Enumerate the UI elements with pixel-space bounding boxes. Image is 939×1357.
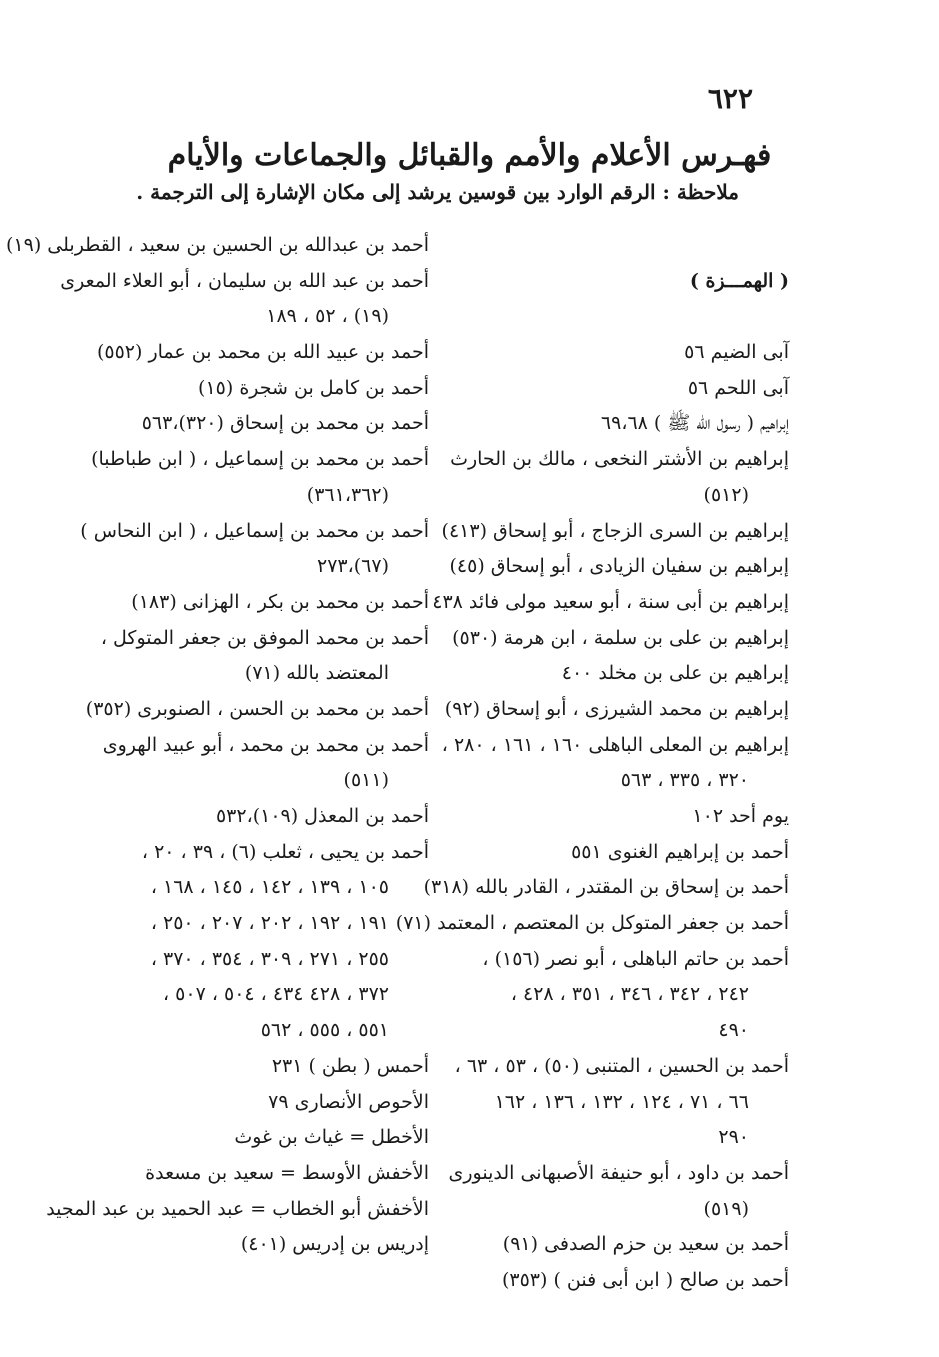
index-title: فهـرس الأعلام والأمم والقبائل والجماعات والأيام: [167, 138, 772, 173]
index-entry: أحمد بن يحيى ، ثعلب (٦) ، ٣٩ ، ٢٠ ،: [141, 840, 429, 863]
index-entry: الأخفش الأوسط = سعيد بن مسعدة: [145, 1161, 429, 1184]
index-entry: آبى اللحم ٥٦: [687, 376, 789, 399]
index-entry: إبراهيم بن الأشتر النخعى ، مالك بن الحارث: [450, 448, 789, 471]
index-entry: (٦٧)،٢٧٣: [316, 555, 389, 578]
index-entry: (٥١٩): [703, 1197, 749, 1220]
index-entry: أحمد بن عبدالله بن الحسين بن سعيد ، القطربلى (١٩): [5, 234, 429, 256]
index-entry: ١٩١ ، ١٩٢ ، ٢٠٢ ، ٢٠٧ ، ٢٥٠ ،: [150, 912, 389, 935]
index-entry: إبراهيم بن على بن سلمة ، ابن هرمة (٥٣٠): [452, 626, 789, 649]
index-entry: إدريس بن إدريس (٤٠١): [240, 1233, 429, 1256]
index-entry: يوم أحد ١٠٢: [692, 805, 789, 827]
index-entry: أحمد بن كامل بن شجرة (١٥): [198, 376, 429, 399]
index-entry: الأحوص الأنصارى ٧٩: [268, 1090, 429, 1113]
index-entry: إبراهيم بن محمد الشيرزى ، أبو إسحاق (٩٢): [444, 697, 789, 720]
index-entry: (١٩) ، ٥٢ ، ١٨٩: [266, 305, 389, 328]
index-entry: أحمد بن حاتم الباهلى ، أبو نصر (١٥٦) ،: [482, 947, 789, 970]
index-entry: أحمد بن محمد بن إسحاق (٣٢٠)،٥٦٣: [141, 412, 429, 435]
index-entry: أحمد بن محمد الموفق بن جعفر المتوكل ،: [100, 626, 429, 649]
index-entry: أحمد بن عبيد الله بن محمد بن عمار (٥٥٢): [96, 341, 429, 364]
index-entry: إبراهيم بن المعلى الباهلى ١٦٠ ، ١٦١ ، ٢٨٠ ،: [441, 733, 789, 756]
index-entry: أحمد بن صالح ( ابن أبى فنن ) (٣٥٣): [501, 1268, 789, 1291]
index-entry: إبراهيم بن السرى الزجاج ، أبو إسحاق (٤١٣): [441, 519, 789, 542]
index-entry: ٦٦ ، ٧١ ، ١٢٤ ، ١٣٢ ، ١٣٦ ، ١٦٢: [494, 1090, 749, 1113]
index-entry: أحمد بن إسحاق بن المقتدر ، القادر بالله (٣١٨): [423, 876, 789, 899]
index-entry: (٥١١): [343, 769, 389, 792]
index-entry: ٢٥٥ ، ٢٧١ ، ٣٠٩ ، ٣٥٤ ، ٣٧٠ ،: [150, 947, 389, 970]
index-entry: أحمد بن جعفر المتوكل بن المعتصم ، المعتمد (٧١): [395, 912, 789, 935]
index-entry: إبراهيم بن سفيان الزيادى ، أبو إسحاق (٤٥): [449, 555, 789, 578]
index-entry: أحمد بن إبراهيم الغنوى ٥٥١: [571, 840, 789, 863]
index-entry: ٤٩٠: [718, 1019, 749, 1042]
index-entry: أحمد بن محمد بن محمد ، أبو عبيد الهروى: [102, 733, 429, 756]
index-entry: أحمد بن محمد بن الحسن ، الصنوبرى (٣٥٢): [85, 697, 429, 720]
index-entry: أحمد بن محمد بن بكر ، الهزانى (١٨٣): [131, 590, 429, 613]
index-entry: إبراهيم ( رسول الله ﷺ ) ٦٩،٦٨: [600, 412, 789, 435]
index-entry: المعتضد بالله (٧١): [244, 662, 389, 685]
index-entry: أحمد بن داود ، أبو حنيفة الأصبهانى الدينورى: [448, 1161, 789, 1184]
index-entry: ٢٩٠: [718, 1126, 749, 1149]
index-entry: آبى الضيم ٥٦: [684, 341, 789, 364]
index-entry: أحمد بن محمد بن إسماعيل ، ( ابن النحاس ): [80, 519, 429, 542]
section-heading: ( الهمـــزة ): [689, 269, 789, 292]
index-entry: (٣٦١،٣٦٢): [306, 483, 389, 506]
index-note: ملاحظة : الرقم الوارد بين قوسين يرشد إلى مكان الإشارة إلى الترجمة .: [136, 180, 739, 204]
index-entry: أحمد بن سعيد بن حزم الصدفى (٩١): [502, 1233, 789, 1256]
index-column-left: [5, 228, 429, 1263]
index-entry: ٢٤٢ ، ٣٤٢ ، ٣٤٦ ، ٣٥١ ، ٤٢٨ ،: [510, 983, 749, 1006]
index-entry: إبراهيم بن أبى سنة ، أبو سعيد مولى فائد ٤٣٨: [432, 590, 789, 613]
index-entry: أحمد بن المعذل (١٠٩)،٥٣٢: [215, 805, 429, 827]
index-entry: أحمس ( بطن ) ٢٣١: [271, 1054, 429, 1077]
index-entry: ٣٢٠ ، ٣٣٥ ، ٥٦٣: [620, 769, 749, 792]
spacer: [449, 228, 789, 264]
index-entry: إبراهيم بن على بن مخلد ٤٠٠: [561, 662, 789, 685]
index-entry: ١٠٥ ، ١٣٩ ، ١٤٢ ، ١٤٥ ، ١٦٨ ،: [150, 876, 389, 899]
index-entry: ٣٧٢ ، ٤٢٨ ٤٣٤ ، ٥٠٤ ، ٥٠٧ ،: [163, 983, 389, 1006]
index-entry: ٥٥١ ، ٥٥٥ ، ٥٦٢: [260, 1019, 389, 1042]
index-entry: أحمد بن محمد بن إسماعيل ، ( ابن طباطبا): [91, 448, 429, 471]
spacer: [449, 299, 789, 335]
index-entry: الأخفش أبو الخطاب = عبد الحميد بن عبد المجيد: [46, 1197, 429, 1220]
index-entry: أحمد بن الحسين ، المتنبى (٥٠) ، ٥٣ ، ٦٣ ،: [454, 1054, 789, 1077]
page-number: ٦٢٢: [707, 82, 753, 115]
index-entry: (٥١٢): [703, 483, 749, 506]
index-entry: أحمد بن عبد الله بن سليمان ، أبو العلاء المعرى: [60, 269, 429, 292]
index-column-right: [395, 228, 789, 1299]
index-entry: الأخطل = غياث بن غوث: [234, 1126, 429, 1149]
